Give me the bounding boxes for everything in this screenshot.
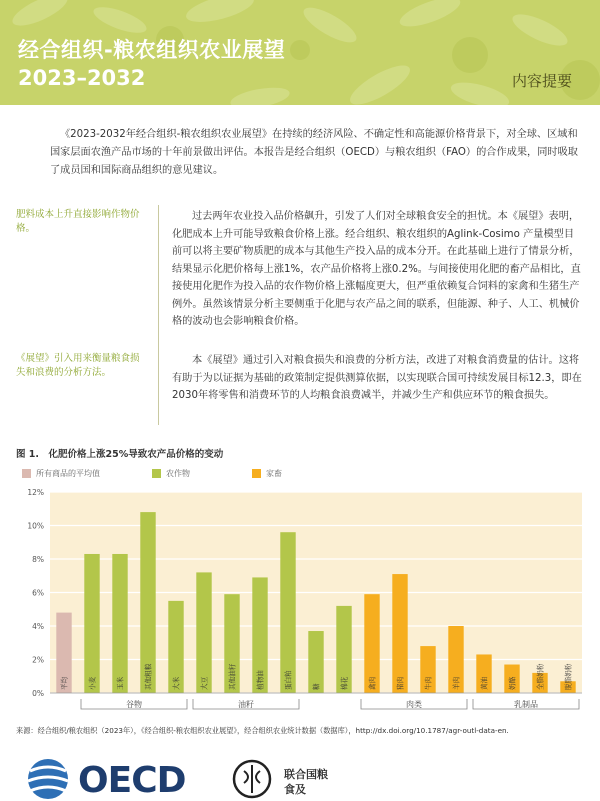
body-paragraph-2: 本《展望》通过引入对粮食损失和浪费的分析方法，改进了对粮食消费量的估计。这将有助于为以证据为基础的政策制定提供测算依据，以实现联合国可持续发展目标12.3，即在2030年将零售和消费环节的人均粮食浪费减半，并减少生产和供应环节的粮食损失。 xyxy=(172,355,582,401)
oecd-logo-text: OECD xyxy=(78,760,186,801)
bar-label: 全脂奶粉 xyxy=(536,663,545,690)
y-tick-label: 10% xyxy=(27,521,44,531)
bar-label: 糖 xyxy=(312,683,321,690)
bar-label: 牛肉 xyxy=(424,676,433,690)
legend-item-crops xyxy=(152,467,190,479)
legend-swatch-average xyxy=(22,469,31,478)
bar-label: 大豆 xyxy=(200,676,209,690)
bar-label: 其他油籽 xyxy=(228,663,237,690)
group-label: 谷物 xyxy=(126,700,142,709)
fao-logo-icon xyxy=(234,761,270,797)
report-title: 经合组织-粮农组织农业展望 xyxy=(18,38,286,62)
body-paragraph-1: 过去两年农业投入品价格飙升，引发了人们对全球粮食安全的担忧。本《展望》表明，化肥成本上升可能导致粮食价格上涨。经合组织、粮农组织的Aglink-Cosimo 产量模型目前可以将主要矿物质肥的成本与其他生产投入品的成本分开。在此基础上进行了情景分析，结果显示化肥价格每上涨1%，农产品价格将上涨0.2%。与间接使用化肥的畜产品相比，直接使用化肥作为投入品的农作物价格上涨幅度更大，但严重依赖复合饲料的家禽和生猪生产例外。虽然该情景分析主要侧重于化肥与农产品之间的联系，但能源、种子、人工、机械价格的波动也会影响粮食价格。 xyxy=(172,211,581,327)
divider-line xyxy=(158,205,159,425)
group-label: 乳制品 xyxy=(514,700,538,709)
y-tick-label: 12% xyxy=(27,488,44,497)
legend-label-crops: 农作物 xyxy=(166,468,190,478)
bar-label: 平均 xyxy=(60,676,69,690)
oecd-logo-icon xyxy=(28,759,68,799)
bar-label: 小麦 xyxy=(88,676,97,690)
bar-label: 植物油 xyxy=(256,670,265,690)
legend-label-livestock: 家畜 xyxy=(266,468,282,478)
bar xyxy=(112,554,127,693)
y-tick-label: 4% xyxy=(32,622,44,631)
group-label: 油籽 xyxy=(238,700,254,709)
group-label: 肉类 xyxy=(406,700,422,709)
bar xyxy=(392,574,407,693)
report-years: 2023–2032 xyxy=(18,66,146,90)
bar-label: 蛋白粕 xyxy=(284,670,293,690)
header-banner xyxy=(0,0,600,105)
legend-item-livestock xyxy=(252,467,282,479)
bar xyxy=(280,532,295,693)
legend-swatch-crops xyxy=(152,469,161,478)
price-change-bar-chart xyxy=(16,486,584,718)
bar-label: 玉米 xyxy=(116,676,125,690)
bar-label: 禽肉 xyxy=(368,676,377,690)
bar-label: 其他粗粮 xyxy=(144,663,153,690)
legend-swatch-livestock xyxy=(252,469,261,478)
y-tick-label: 8% xyxy=(32,555,44,564)
bar-label: 奶酪 xyxy=(508,676,517,690)
legend-item-average xyxy=(22,467,100,479)
sidenote-fertilizer: 肥料成本上升直接影响作物价格。 xyxy=(16,209,140,234)
bar-label: 脱脂奶粉 xyxy=(564,663,573,690)
bar xyxy=(196,572,211,693)
section-subtitle: 内容提要 xyxy=(511,72,572,90)
figure-source: 来源：经合组织/粮农组织（2023年），《经合组织-粮农组织农业展望》，经合组织农业统计数据（数据库），http://dx.doi.org/10.1787/agr-outl-data-en. xyxy=(16,726,509,735)
sidenote-food-loss: 《展望》引入用来衡量粮食损失和浪费的分析方法。 xyxy=(16,353,140,378)
bar-label: 黄油 xyxy=(480,676,489,690)
bar-label: 猪肉 xyxy=(396,676,405,690)
bar-label: 棉花 xyxy=(340,676,349,690)
y-tick-label: 6% xyxy=(32,588,44,598)
figure-caption: 图 1. 化肥价格上涨25%导致农产品价格的变动 xyxy=(16,449,224,460)
bar-label: 大米 xyxy=(172,676,181,690)
bar-label: 羊肉 xyxy=(452,676,461,690)
bar xyxy=(84,554,99,693)
intro-paragraph: 《2023-2032年经合组织-粮农组织农业展望》在持续的经济风险、不确定性和高能源价格背景下，对全球、区域和国家层面农渔产品市场的十年前景做出评估。本报告是经合组织（OECD）与粮农组织（FAO）的合作成果，同时吸取了成员国和国际商品组织的意见建议。 xyxy=(50,129,578,176)
y-tick-label: 2% xyxy=(32,655,44,665)
y-tick-label: 0% xyxy=(32,689,44,698)
fao-logo-text: 联合国粮食及 xyxy=(284,768,328,796)
legend-label-average: 所有商品的平均值 xyxy=(36,468,100,478)
